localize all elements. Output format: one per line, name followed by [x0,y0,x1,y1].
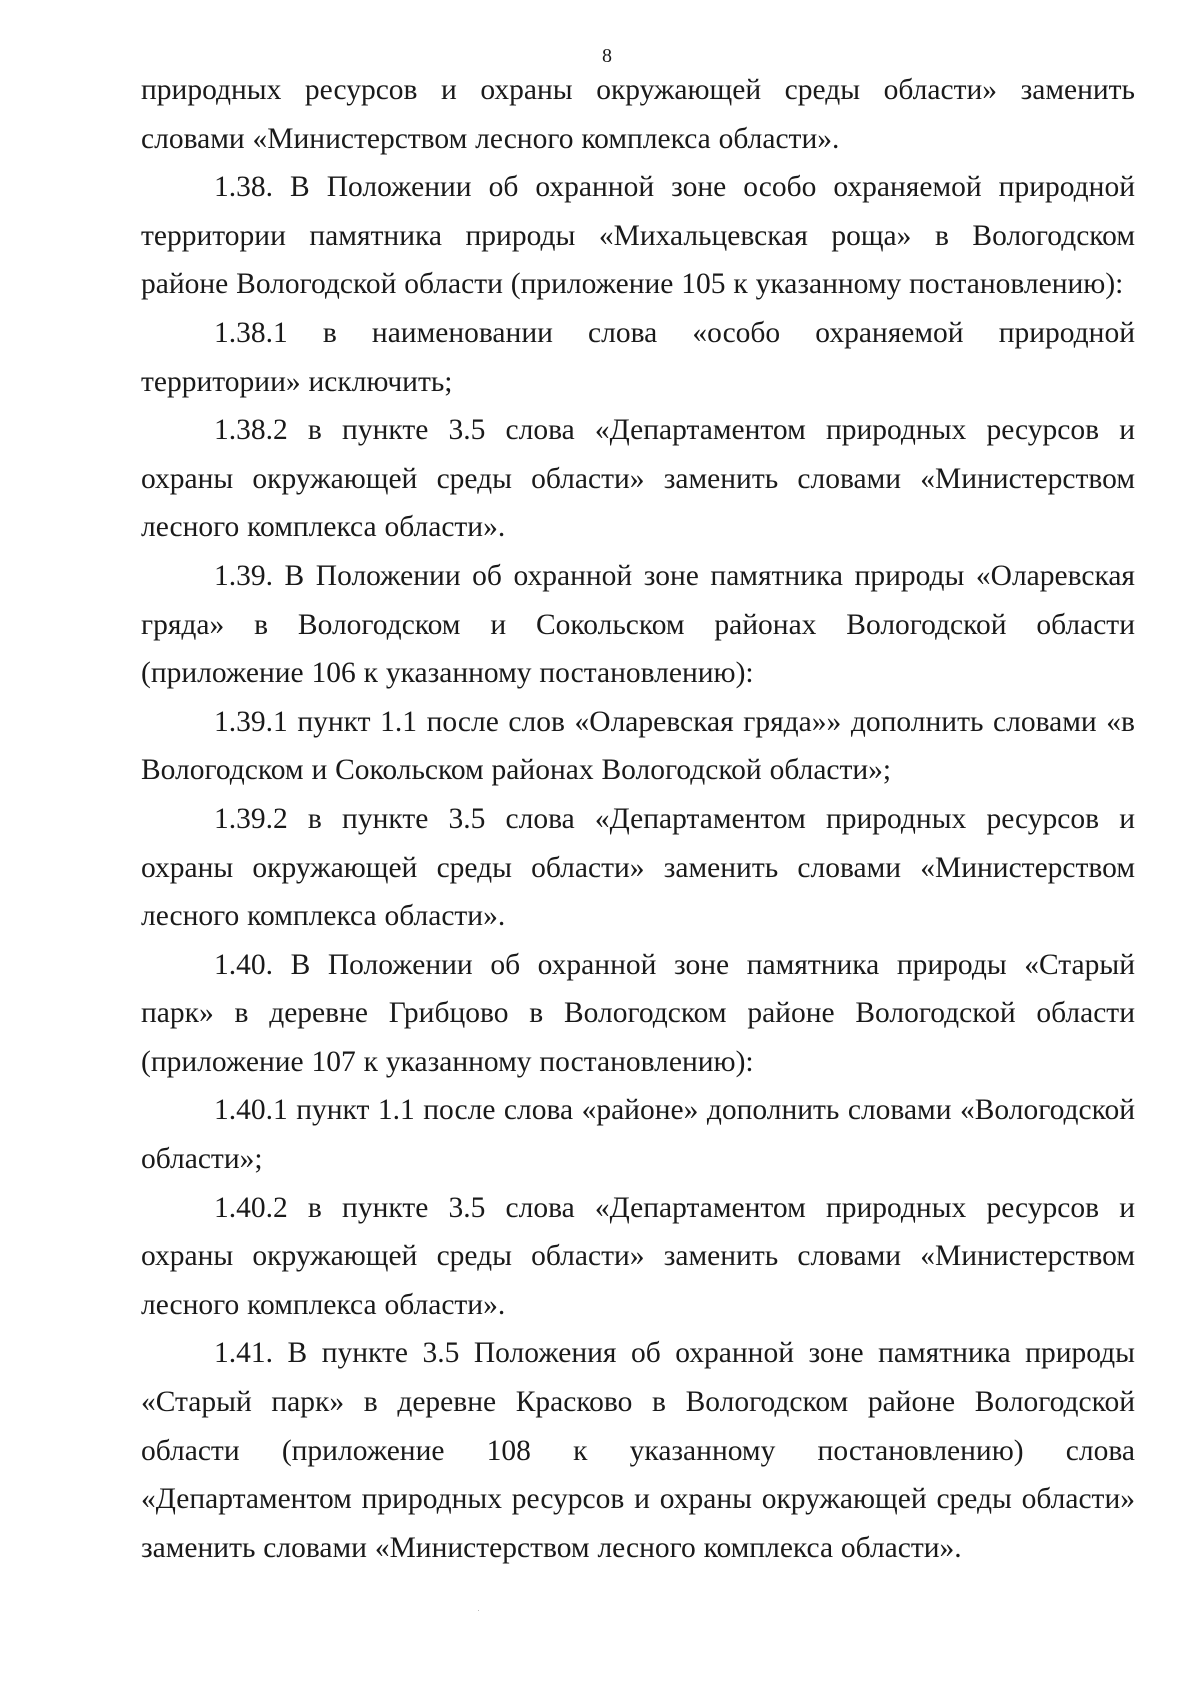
paragraph-1-40: 1.40. В Положении об охранной зоне памятника природы «Старый парк» в деревне Грибцово в Вологодском районе Вологодской области (приложение 107 к указанному постановлению): [141,948,1135,1078]
paragraph-1-38-2: 1.38.2 в пункте 3.5 слова «Департаментом природных ресурсов и охраны окружающей среды области» заменить словами «Министерством лесного комплекса области». [141,414,1135,544]
paragraph-1-39-2: 1.39.2 в пункте 3.5 слова «Департаментом природных ресурсов и охраны окружающей среды области» заменить словами «Министерством лесного комплекса области». [141,802,1135,933]
paragraph-1-40-1: 1.40.1 пункт 1.1 после слова «районе» дополнить словами «Вологодской области»; [141,1094,1135,1176]
paragraph-1-39-1: 1.39.1 пункт 1.1 после слов «Оларевская гряда»» дополнить словами «в Вологодском и Сокольском районах Вологодской области»; [141,705,1135,787]
scan-artifact [478,1610,479,1611]
document-body [141,66,1135,1572]
paragraph-continuation: природных ресурсов и охраны окружающей среды области» заменить словами «Министерством лесного комплекса области». [141,74,1135,155]
paragraph-1-41: 1.41. В пункте 3.5 Положения об охранной зоне памятника природы «Старый парк» в деревне Красково в Вологодском районе Вологодской области (приложение 108 к указанному постановлению) слова «Департаментом природных ресурсов и охраны окружающей среды области» заменить словами «Министерством лесного комплекса области». [141,1337,1135,1564]
paragraph-1-38: 1.38. В Положении об охранной зоне особо охраняемой природной территории памятника природы «Михальцевская роща» в Вологодском районе Вологодской области (приложение 105 к указанному постановлению): [141,171,1135,301]
page-number: 8 [602,45,612,67]
paragraph-1-39: 1.39. В Положении об охранной зоне памятника природы «Оларевская гряда» в Вологодском и Сокольском районах Вологодской области (приложение 106 к указанному постановлению): [141,559,1135,690]
paragraph-1-38-1: 1.38.1 в наименовании слова «особо охраняемой природной территории» исключить; [141,316,1135,398]
paragraph-1-40-2: 1.40.2 в пункте 3.5 слова «Департаментом природных ресурсов и охраны окружающей среды области» заменить словами «Министерством лесного комплекса области». [141,1191,1135,1321]
